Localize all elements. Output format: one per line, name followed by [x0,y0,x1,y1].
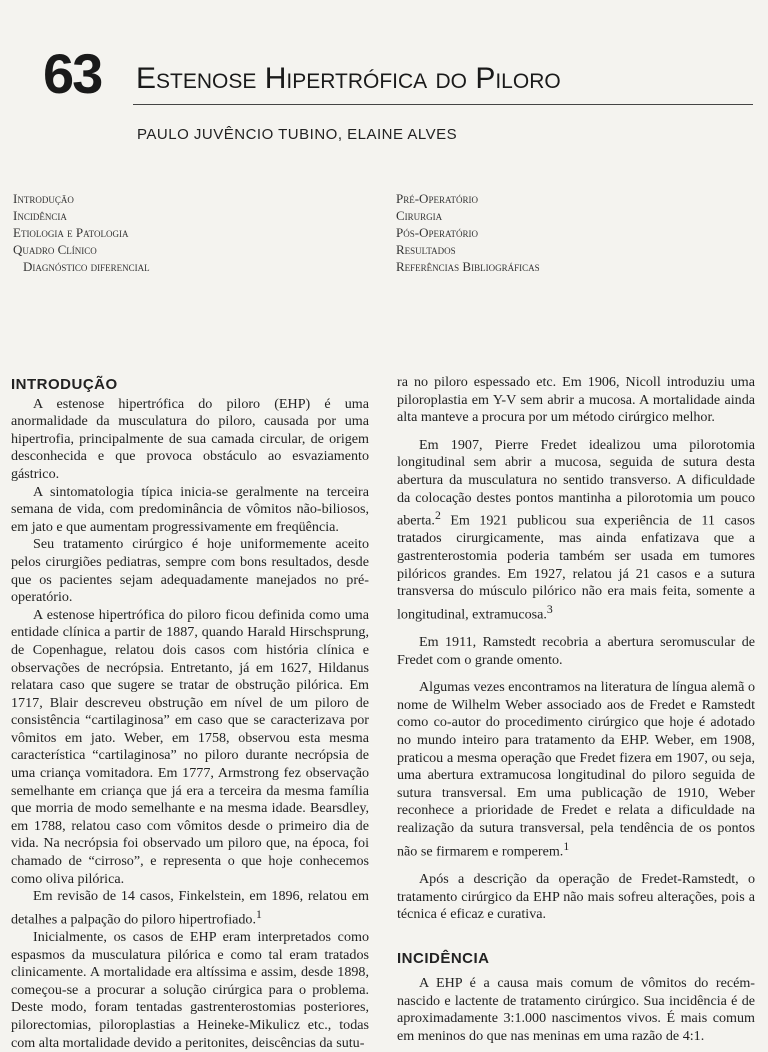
section-heading-incidencia: INCIDÊNCIA [397,949,490,967]
chapter-authors: PAULO JUVÊNCIO TUBINO, ELAINE ALVES [137,126,458,143]
paragraph [397,679,755,861]
title-rule [133,104,753,105]
paragraph: A estenose hipertrófica do piloro ficou definida como uma entidade clínica a partir de 1887, quando Harald Hirschsprung, de Copenhague, relatou dois casos com história clínica e observações de necrópsia. Entretanto, já em 1627, Hildanus relatara caso que sugere se tratar de obstrução pilórica. Em 1717, Blair descreveu obstrução em nível de um piloro de consistência “cartilaginosa” em caso que se caracterizava por vômitos em jato. Weber, em 1758, observou esta mesma característica “cartilaginosa” no piloro durante necrópsia de uma criança vomitadora. Em 1777, Armstrong fez observação semelhante em criança que já era a terceira da mesma família que morria de modo semelhante e na mesma idade. Bearsdley, em 1788, relatou caso com vômitos desde o primeiro dia de vida. Na necrópsia foi observado um piloro que, na época, foi chamado de “cirroso”, e representa o que hoje conhecemos como oliva pilórica. [11,606,369,887]
paragraph: Após a descrição da operação de Fredet-Ramstedt, o tratamento cirúrgico da EHP não mais sofreu alterações, pois a técnica é eficaz e curativa. [397,870,755,923]
chapter-number: 63 [43,42,102,105]
toc-subitem: Diagnóstico diferencial [23,259,150,274]
toc-item: Etiologia e Patologia [13,225,129,240]
paragraph: Em 1911, Ramstedt recobria a abertura seromuscular de Fredet com o grande omento. [397,634,755,668]
reference-superscript: 2 [434,509,441,523]
toc-item: Referências Bibliográficas [396,259,540,274]
paragraph-continuation: ra no piloro espessado etc. Em 1906, Nicoll introduziu uma piloroplastia em Y-V sem abrir a mucosa. A mortalidade ainda alta manteve a procura por um método cirúrgico melhor. [397,374,755,426]
paragraph [11,888,369,929]
paragraph: Seu tratamento cirúrgico é hoje uniformemente aceito pelos cirurgiões pediatras, sempre com bons resultados, desde que os pacientes sejam adequadamente manejados no pré-operatório. [11,536,369,606]
paragraph [397,437,755,624]
paragraph-text: Algumas vezes encontramos na literatura de língua alemã o nome de Wilhelm Weber associado aos de Fredet e Ramstedt como co-autor do procedimento cirúrgico que hoje é adotado no mundo inteiro para tratamento da EHP. Weber, em 1908, praticou a mesma operação que Fredet fizera em 1907, ou seja, uma abertura extramucosa longitudinal do piloro seguida de sutura transversal. Em uma publicação de 1910, Weber reconhece a prioridade de Fredet e relata a dificuldade na realização da sutura transversal, pela tendência de os pontos não se firmarem e romperem. [397,679,755,860]
reference-superscript: 1 [255,907,262,921]
paragraph-text: Em revisão de 14 casos, Finkelstein, em 1896, relatou em detalhes a palpação do piloro hipertrofiado. [11,888,369,928]
body-column-right [397,374,755,1046]
paragraph: A estenose hipertrófica do piloro (EHP) é uma anormalidade da musculatura do piloro, causada por uma hipertrofia, principalmente de sua camada circular, de origem desconhecida e que provoca obstáculo ao esvaziamento gástrico. [11,395,369,482]
reference-superscript: 1 [563,839,570,853]
toc-item: Introdução [13,191,74,206]
paragraph: Inicialmente, os casos de EHP eram interpretados como espasmos da musculatura pilórica e como tal eram tratados clinicamente. A mortalidade era altíssima e assim, desde 1898, começou-se a procurar a solução cirúrgica para o problema. Deste modo, foram tentadas gastrenterostomias posteriores, pilorectomias, piloroplastias a Heineke-Mikulicz etc., todas com alta mortalidade devido a peritonites, deiscências da sutu- [11,929,369,1051]
paragraph: A EHP é a causa mais comum de vômitos do recém-nascido e lactente de tratamento cirúrgico. Sua incidência é de aproximadamente 3:1.000 nascimentos vivos. É mais comum em meninos do que nas meninas em uma razão de 4:1. [397,975,755,1045]
body-column-left [11,374,369,1052]
toc-item: Resultados [396,242,456,257]
toc-right-column [396,190,540,275]
toc-item: Pré-Operatório [396,191,478,206]
toc-item: Quadro Clínico [13,242,97,257]
toc-left-column [13,190,150,275]
toc-item: Cirurgia [396,208,443,223]
paragraph: A sintomatologia típica inicia-se geralmente na terceira semana de vida, com predominância de vômitos não-biliosos, em jato e que aumentam progressivamente em freqüência. [11,483,369,535]
chapter-title: Estenose Hipertrófica do Piloro [136,62,561,95]
toc-item: Pós-Operatório [396,225,478,240]
section-heading-introducao: INTRODUÇÃO [11,376,118,393]
toc-item: Incidência [13,208,67,223]
reference-superscript: 3 [546,602,553,616]
paragraph-text: Em 1907, Pierre Fredet idealizou uma pilorotomia longitudinal sem abrir a mucosa, seguida de sutura desta abertura da musculatura no sentido transverso. A dificuldade da colocação destes pontos mantinha a pilorotomia um pouco aberta. [397,436,755,529]
paragraph-text: Em 1921 publicou sua experiência de 11 casos tratados cirurgicamente, mas ainda enfatizava que a gastrenterostomia poderia também ser usada em tumores pilóricos grandes. Em 1927, relatou já 21 casos e a sutura transversa do músculo pilórico não era mais feita, somente a longitudinal, extramucosa. [397,512,755,623]
